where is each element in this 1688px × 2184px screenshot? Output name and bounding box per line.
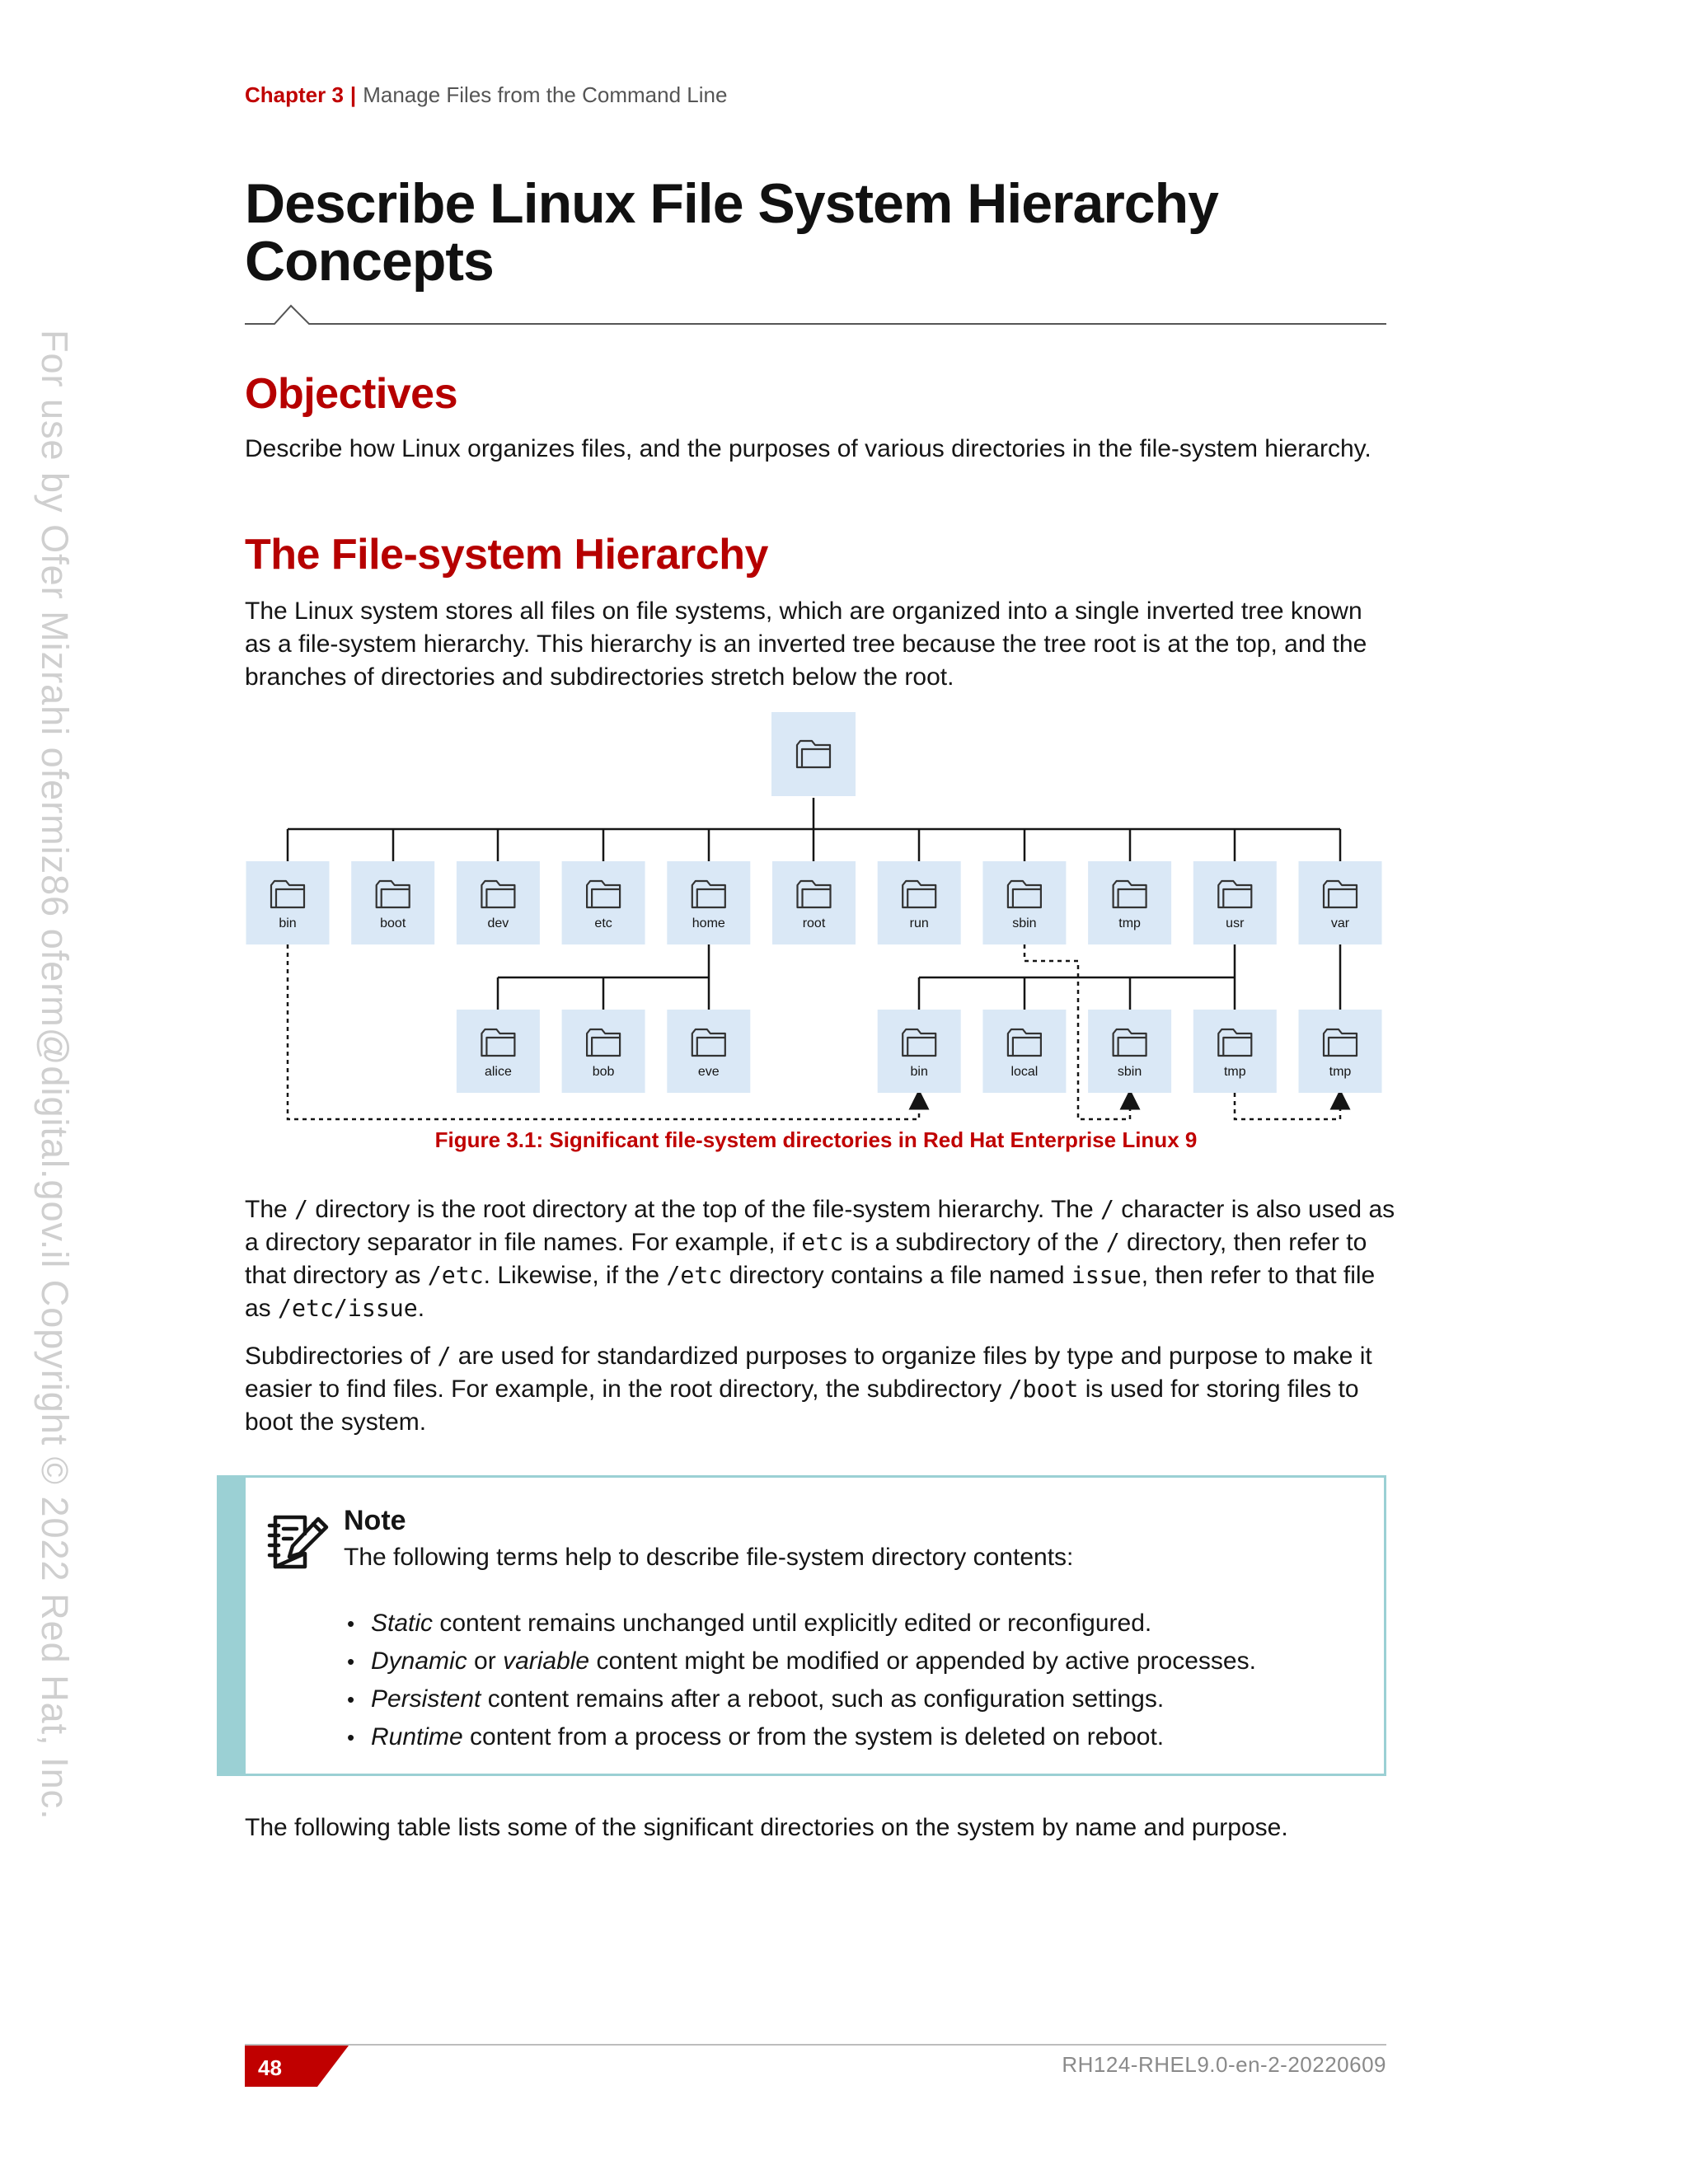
text-run: or	[467, 1647, 504, 1675]
chapter-title: Manage Files from the Command Line	[363, 82, 728, 107]
document-id: RH124-RHEL9.0-en-2-20220609	[1062, 2052, 1386, 2077]
folder-box	[1193, 861, 1277, 944]
term: variable	[503, 1647, 590, 1675]
folder-box	[457, 861, 540, 944]
hierarchy-intro: The Linux system stores all files on file systems, which are organized into a single inverted tree known as a file-system hierarchy. This hierarchy is an inverted tree because the tree root is at the top, and the branches of directories and subdirectories stretch below the root.	[245, 598, 1367, 691]
text-run: Subdirectories of	[245, 1343, 438, 1370]
folder-boot	[351, 861, 434, 944]
folder-label: tmp	[1223, 1065, 1246, 1079]
folder-box	[562, 861, 645, 944]
folder-box	[982, 1010, 1066, 1093]
text-run: directory is the root directory at the top of the file-system hierarchy. The	[308, 1196, 1100, 1223]
folder-usr-bin	[878, 1010, 961, 1093]
folder-usr	[1193, 861, 1277, 944]
text-run: is a subdirectory of the	[843, 1229, 1106, 1256]
folder-var-tmp	[1299, 1010, 1382, 1093]
code-span: /	[1100, 1196, 1114, 1223]
folder-label: bob	[592, 1065, 615, 1079]
folder-label: eve	[697, 1065, 720, 1079]
code-span: etc	[801, 1229, 844, 1256]
folder-box	[667, 861, 750, 944]
text-run: are used for standardized purposes to organize files by type and purpose to make it easier to find files. For example, in the root directory, the subdirectory	[245, 1343, 1372, 1403]
code-span: /etc/issue	[278, 1295, 418, 1322]
folder-usr-local	[982, 1010, 1066, 1093]
text-run: .	[417, 1295, 425, 1322]
code-span: /etc	[666, 1262, 723, 1289]
text-run: content remains after a reboot, such as configuration settings.	[481, 1685, 1165, 1713]
text-run: directory, then refer to that directory as	[245, 1229, 1367, 1289]
text-run: The	[245, 1196, 295, 1223]
chapter-label: Chapter 3	[245, 82, 344, 107]
folder-label: alice	[484, 1065, 512, 1079]
text-run: content might be modified or appended by active processes.	[589, 1647, 1256, 1675]
footer-rule	[245, 2044, 1386, 2046]
note-admonition	[217, 1475, 1386, 1776]
folder-box	[246, 861, 330, 944]
folder-root	[772, 861, 856, 944]
note-term-list	[343, 1605, 1256, 1756]
term: Dynamic	[371, 1647, 467, 1675]
folder-sbin	[982, 861, 1066, 944]
list-item	[343, 1718, 1256, 1756]
text-run: content from a process or from the system is deleted on reboot.	[462, 1723, 1165, 1750]
folder-label: usr	[1226, 916, 1245, 930]
folder-label: tmp	[1329, 1065, 1352, 1079]
folder-label: bin	[279, 916, 297, 930]
folder-label: tmp	[1118, 916, 1141, 930]
folder-box	[878, 861, 961, 944]
term: Runtime	[371, 1723, 463, 1750]
folder-box	[1299, 861, 1382, 944]
code-span: /	[1105, 1229, 1120, 1256]
folder-home-alice	[457, 1010, 540, 1093]
folder-label: home	[692, 916, 725, 930]
copyright-watermark: For use by Ofer Mizrahi ofermiz86 oferm@digital.gov.il Copyright © 2022 Red Hat, Inc.	[34, 330, 76, 1821]
folder-bin	[246, 861, 330, 944]
page-number: 48	[258, 2055, 282, 2080]
folder-box	[562, 1010, 645, 1093]
subdirectories-paragraph	[245, 1340, 1390, 1439]
folder-home-bob	[562, 1010, 645, 1093]
folder-box	[771, 712, 856, 796]
code-span: /boot	[1008, 1376, 1079, 1403]
folder-dev	[457, 861, 540, 944]
note-intro: The following terms help to describe file-system directory contents:	[344, 1544, 1074, 1571]
list-item	[343, 1643, 1256, 1680]
text-run: directory contains a file named	[722, 1262, 1071, 1289]
note-accent-bar	[219, 1478, 246, 1774]
folder-home	[667, 861, 750, 944]
folder-home-eve	[667, 1010, 750, 1093]
folder-etc	[562, 861, 645, 944]
folder-box	[351, 861, 434, 944]
folder-usr-sbin	[1088, 1010, 1171, 1093]
folder-label: boot	[380, 916, 406, 930]
folder-box	[772, 861, 856, 944]
folder-tmp	[1088, 861, 1171, 944]
text-run: , then refer to that file as	[245, 1262, 1376, 1322]
folder-root	[771, 712, 856, 796]
folder-box	[1299, 1010, 1382, 1093]
note-pencil-icon	[267, 1511, 330, 1573]
root-directory-paragraph	[245, 1193, 1399, 1325]
objectives-text: Describe how Linux organizes files, and the purposes of various directories in the file-system hierarchy.	[245, 435, 1372, 462]
code-span: /	[437, 1343, 452, 1370]
folder-box	[1193, 1010, 1277, 1093]
figure-caption: Figure 3.1: Significant file-system directories in Red Hat Enterprise Linux 9	[434, 1127, 1198, 1152]
list-item	[343, 1605, 1256, 1643]
hierarchy-heading: The File-system Hierarchy	[245, 531, 768, 579]
text-run: character is also used as a directory separator in file names. For example, if	[245, 1196, 1395, 1256]
folder-box	[1088, 1010, 1171, 1093]
folder-label: sbin	[1012, 916, 1037, 930]
list-item	[343, 1680, 1256, 1718]
header-separator: |	[349, 82, 357, 107]
text-run: content remains unchanged until explicitly edited or reconfigured.	[433, 1610, 1152, 1637]
text-run: . Likewise, if the	[483, 1262, 667, 1289]
folder-box	[667, 1010, 750, 1093]
folder-usr-tmp	[1193, 1010, 1277, 1093]
folder-box	[1088, 861, 1171, 944]
folder-label: run	[909, 916, 929, 930]
folder-box	[982, 861, 1066, 944]
objectives-heading: Objectives	[245, 370, 458, 418]
table-intro: The following table lists some of the significant directories on the system by name and purpose.	[245, 1814, 1288, 1841]
folder-label: dev	[487, 916, 509, 930]
folder-label: etc	[594, 916, 612, 930]
folder-label: local	[1010, 1065, 1039, 1079]
folder-label: bin	[910, 1065, 928, 1079]
code-span: /	[294, 1196, 309, 1223]
folder-label: root	[802, 916, 826, 930]
folder-box	[878, 1010, 961, 1093]
folder-label: var	[1330, 916, 1350, 930]
term: Persistent	[371, 1685, 481, 1713]
note-title: Note	[344, 1505, 406, 1536]
folder-var	[1299, 861, 1382, 944]
term: Static	[371, 1610, 434, 1637]
folder-box	[457, 1010, 540, 1093]
page-title: Describe Linux File System Hierarchy Concepts	[245, 172, 1218, 293]
text-run: is used for storing files to boot the system.	[245, 1376, 1359, 1436]
code-span: issue	[1071, 1262, 1142, 1289]
folder-label: sbin	[1117, 1065, 1142, 1079]
code-span: /etc	[427, 1262, 484, 1289]
folder-run	[878, 861, 961, 944]
